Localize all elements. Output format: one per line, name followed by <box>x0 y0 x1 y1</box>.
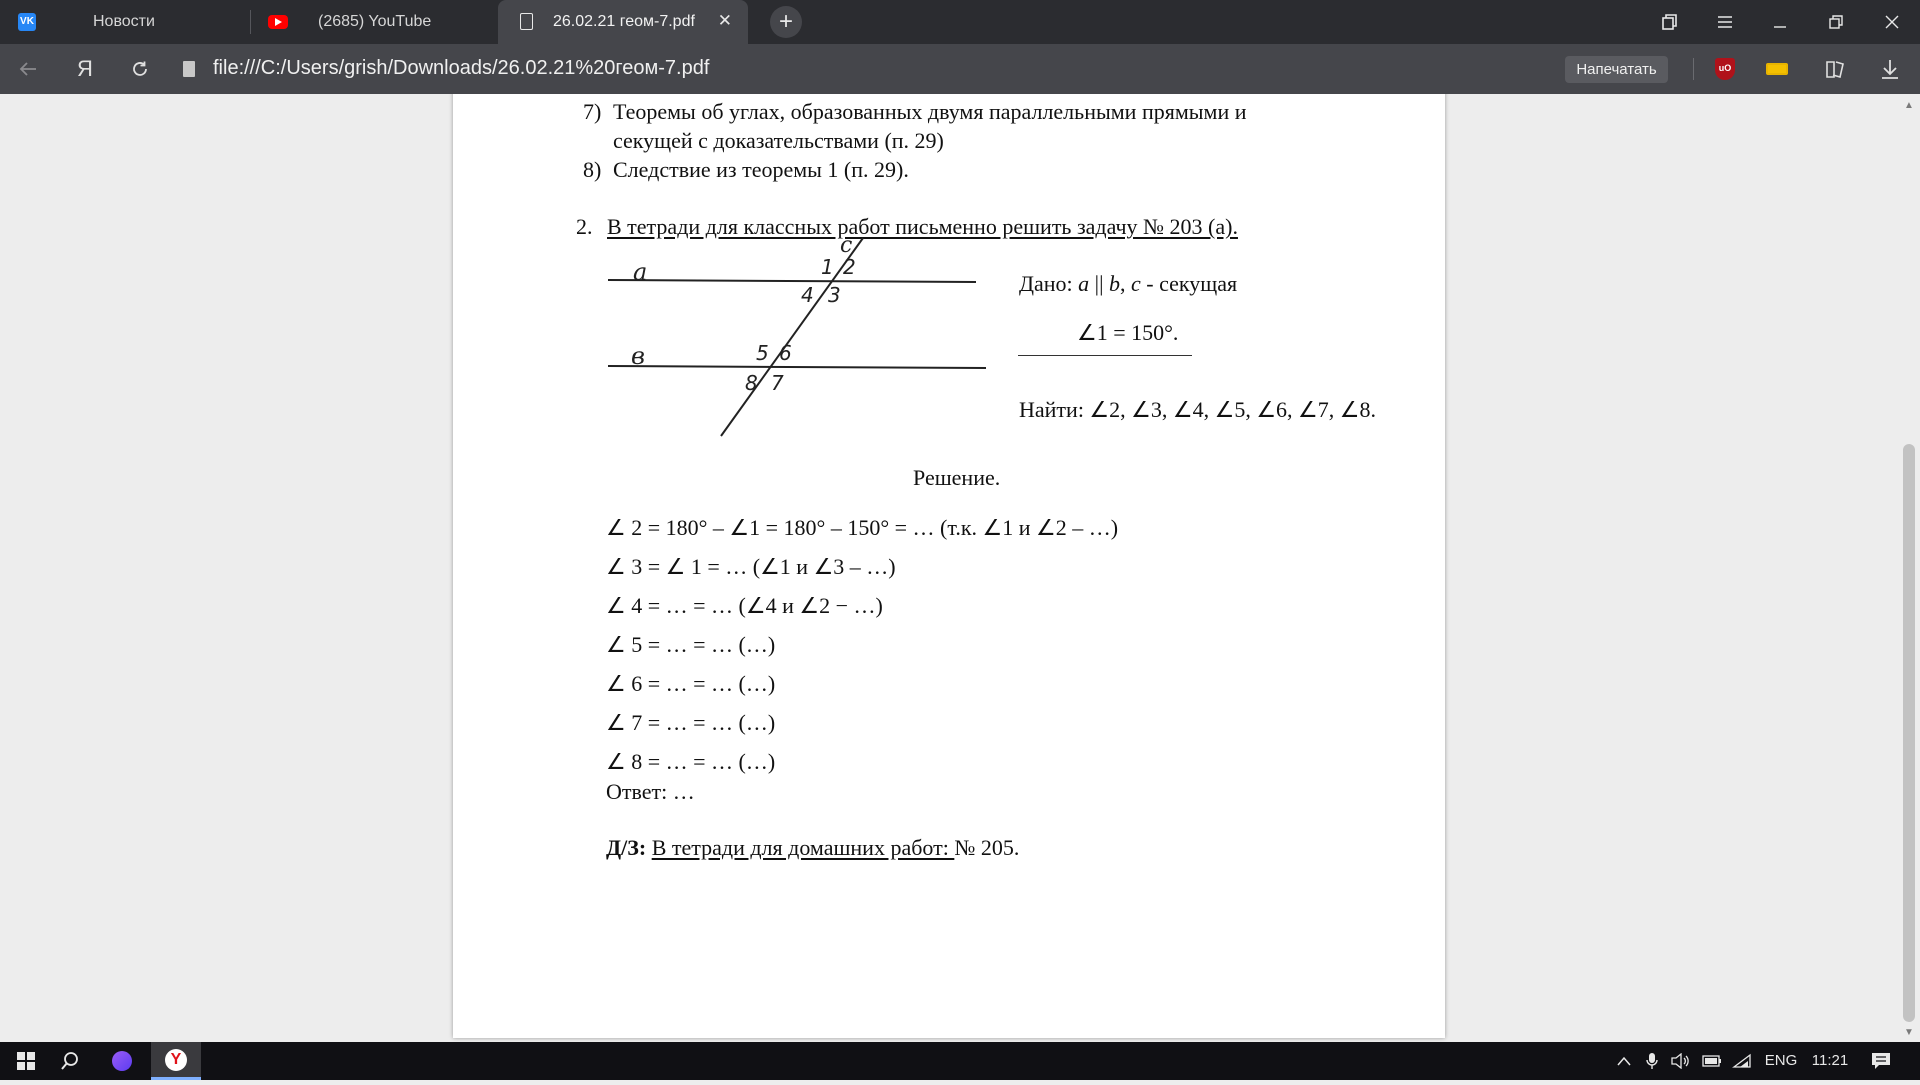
yandex-browser-icon[interactable]: Y <box>151 1042 201 1080</box>
angle-label-1: 1 <box>821 255 834 279</box>
solution-line: ∠ 3 = ∠ 1 = … (∠1 и ∠3 – …) <box>606 554 896 579</box>
restore-icon[interactable] <box>1808 0 1864 44</box>
given-line-a: a <box>1078 271 1090 296</box>
angle-label-6: 6 <box>779 341 792 365</box>
line-a <box>608 280 976 282</box>
clock[interactable]: 11:21 <box>1811 1052 1849 1069</box>
angle-label-2: 2 <box>843 255 856 279</box>
list-item-number: 7) <box>583 99 602 124</box>
given-divider <box>1018 355 1192 356</box>
battery-saver-icon[interactable] <box>1766 56 1792 82</box>
solution-line: ∠ 4 = … = … (∠4 и ∠2 − …) <box>606 593 883 618</box>
search-icon[interactable] <box>44 1042 96 1080</box>
tab-youtube[interactable] <box>253 0 498 44</box>
given-label: Дано: <box>1019 271 1073 296</box>
ublock-label: uO <box>1715 58 1735 80</box>
given-angle: ∠1 = 150°. <box>1077 320 1179 345</box>
given-line-b: b <box>1108 271 1120 296</box>
task-number: 2. <box>576 214 593 239</box>
new-tab-button[interactable]: + <box>770 6 802 38</box>
close-window-icon[interactable] <box>1864 0 1920 44</box>
scroll-up-arrow[interactable]: ▲ <box>1904 100 1914 111</box>
print-button[interactable]: Напечатать <box>1565 56 1668 83</box>
angle-label-5: 5 <box>756 341 769 365</box>
download-icon[interactable] <box>1877 56 1903 82</box>
back-button[interactable] <box>14 55 42 83</box>
answer-line: Ответ: … <box>606 779 695 804</box>
battery-icon[interactable] <box>1698 1042 1726 1080</box>
minimize-icon[interactable] <box>1752 0 1808 44</box>
ublock-icon[interactable] <box>1712 56 1738 82</box>
tab-title: 26.02.21 геом-7.pdf <box>553 13 695 30</box>
tab-title: Новости <box>93 13 155 30</box>
angle-label-4: 4 <box>801 283 814 307</box>
tab-pdf-active[interactable] <box>498 0 748 44</box>
pdf-page <box>453 94 1445 1038</box>
given-rest: - секущая <box>1140 271 1238 296</box>
solution-line: ∠ 2 = 180° – ∠1 = 180° – 150° = … (т.к. ∠1 и ∠2 – …) <box>606 515 1119 540</box>
label-a: a <box>633 258 648 286</box>
file-icon <box>183 61 195 77</box>
find-text: Найти: ∠2, ∠3, ∠4, ∠5, ∠6, ∠7, ∠8. <box>1019 397 1376 422</box>
vertical-scrollbar[interactable] <box>1898 94 1920 1042</box>
label-c: c <box>840 234 853 258</box>
scroll-thumb[interactable] <box>1903 444 1915 1022</box>
tray-expand-icon[interactable] <box>1610 1042 1638 1080</box>
solution-line: ∠ 5 = … = … (…) <box>606 632 776 657</box>
list-item-text: секущей с доказательствами (п. 29) <box>613 128 944 153</box>
url-field[interactable]: file:///C:/Users/grish/Downloads/26.02.21%20геом-7.pdf <box>213 57 710 79</box>
document-icon <box>520 13 533 30</box>
tab-close-button[interactable]: ✕ <box>717 11 732 30</box>
browser-tab-strip <box>0 0 1920 44</box>
pdf-viewer[interactable] <box>0 94 1920 1042</box>
parallel-lines-figure <box>603 234 988 444</box>
line-c <box>721 238 863 436</box>
collections-icon[interactable] <box>1822 56 1848 82</box>
tab-title: (2685) YouTube <box>318 13 432 30</box>
scroll-down-arrow[interactable]: ▼ <box>1904 1027 1914 1038</box>
figure-drawing <box>603 234 988 444</box>
given-line-c: c <box>1130 271 1141 296</box>
angle-label-3: 3 <box>828 283 841 307</box>
solution-line: ∠ 8 = … = … (…) <box>606 749 776 774</box>
given-parallel-sign: || <box>1089 271 1109 296</box>
yandex-button[interactable]: Я <box>77 56 93 81</box>
wifi-icon[interactable] <box>1728 1042 1756 1080</box>
language-indicator[interactable]: ENG <box>1764 1052 1798 1069</box>
microphone-icon[interactable] <box>1640 1042 1664 1080</box>
tab-separator <box>250 10 251 34</box>
reload-button[interactable] <box>126 55 154 83</box>
menu-icon[interactable] <box>1697 0 1753 44</box>
homework-link: В тетради для домашних работ: <box>651 835 955 860</box>
given-separator: , <box>1119 271 1131 296</box>
angle-label-7: 7 <box>771 371 784 395</box>
homework-number: № 205. <box>954 835 1020 860</box>
tab-news[interactable] <box>0 0 250 44</box>
line-b <box>608 366 986 368</box>
solution-title: Решение. <box>913 465 1001 490</box>
list-item-text: Следствие из теоремы 1 (п. 29). <box>613 157 909 182</box>
solution-line: ∠ 6 = … = … (…) <box>606 671 776 696</box>
homework-label: Д/З: <box>606 835 647 860</box>
label-b: в <box>631 342 645 370</box>
vk-icon: VK <box>18 13 36 31</box>
given-text <box>1019 271 1237 297</box>
angle-label-8: 8 <box>745 371 758 395</box>
list-item-text: Теоремы об углах, образованных двумя параллельными прямыми и <box>613 99 1247 124</box>
address-bar <box>0 44 1920 94</box>
windows-taskbar <box>0 1042 1920 1080</box>
list-item-number: 8) <box>583 157 602 182</box>
homework-line <box>606 835 1019 861</box>
windows-icon <box>17 1052 35 1070</box>
youtube-icon <box>268 15 288 29</box>
volume-icon[interactable] <box>1666 1042 1694 1080</box>
task-heading: В тетради для классных работ письменно решить задачу № 203 (а). <box>607 214 1238 239</box>
notifications-icon[interactable] <box>1864 1042 1898 1080</box>
toolbar-divider <box>1693 58 1694 80</box>
tabs-overview-icon[interactable] <box>1642 0 1698 44</box>
alice-icon[interactable] <box>96 1042 148 1080</box>
solution-line: ∠ 7 = … = … (…) <box>606 710 776 735</box>
